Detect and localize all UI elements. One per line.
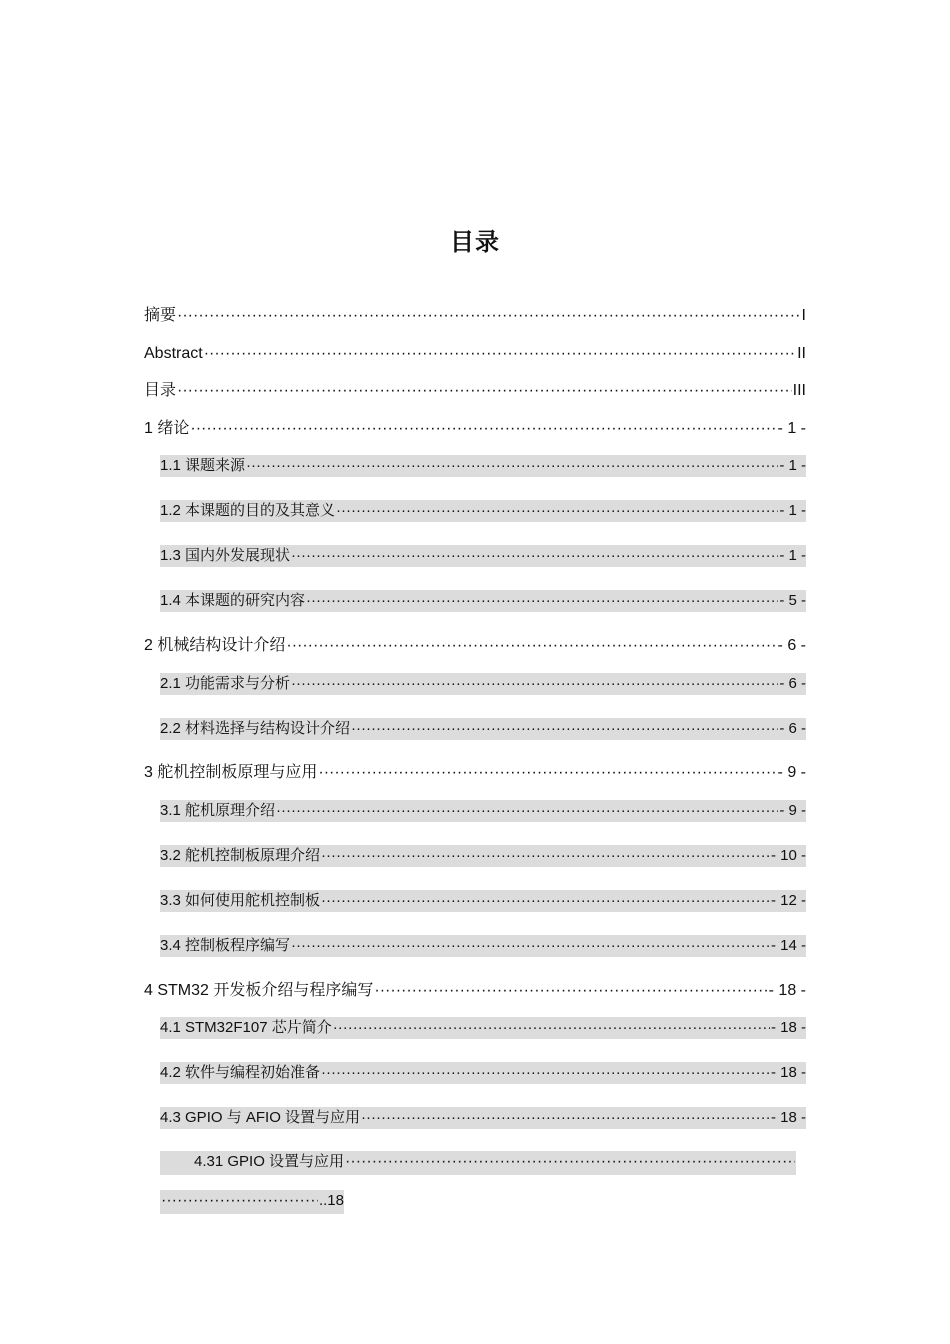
toc-entry-3-4[interactable] bbox=[160, 935, 806, 957]
dot-leader bbox=[345, 1151, 795, 1173]
dot-leader bbox=[336, 500, 778, 522]
toc-entry-chapter-4[interactable] bbox=[144, 980, 806, 1002]
toc-entry-page: - 1 - bbox=[779, 457, 806, 474]
dot-leader bbox=[177, 305, 801, 327]
toc-entry-3-1[interactable] bbox=[160, 800, 806, 822]
toc-entry-page: - 6 - bbox=[779, 720, 806, 737]
dot-leader bbox=[286, 635, 776, 657]
toc-entry-4-3-1-continuation[interactable] bbox=[160, 1190, 344, 1214]
toc-entry-label: 3.3 如何使用舵机控制板 bbox=[160, 892, 321, 909]
toc-entry-label: 4.3 GPIO 与 AFIO 设置与应用 bbox=[160, 1109, 361, 1126]
toc-entry-4-1[interactable] bbox=[160, 1017, 806, 1039]
dot-leader bbox=[190, 418, 776, 440]
toc-entry-page: - 10 - bbox=[770, 847, 806, 864]
toc-entry-label: 4.1 STM32F107 芯片简介 bbox=[160, 1019, 332, 1036]
toc-entry-page: - 18 - bbox=[770, 1064, 806, 1081]
toc-entry-4-3-1[interactable] bbox=[160, 1151, 796, 1175]
toc-entry-label: 4.31 GPIO 设置与应用 bbox=[194, 1153, 345, 1170]
toc-entry-label: 1.2 本课题的目的及其意义 bbox=[160, 502, 336, 519]
dot-leader bbox=[306, 590, 778, 612]
toc-entry-label: 3.2 舵机控制板原理介绍 bbox=[160, 847, 321, 864]
toc-entry-3-3[interactable] bbox=[160, 890, 806, 912]
toc-entry-page: ..18 bbox=[318, 1192, 344, 1209]
toc-entry-page: III bbox=[792, 382, 806, 399]
toc-entry-4-2[interactable] bbox=[160, 1062, 806, 1084]
dot-leader bbox=[276, 800, 778, 822]
toc-entry-4-3[interactable] bbox=[160, 1107, 806, 1129]
toc-entry-2-2[interactable] bbox=[160, 718, 806, 740]
toc-entry-page: - 1 - bbox=[777, 420, 806, 437]
toc-entry-label: 目录 bbox=[144, 382, 177, 399]
toc-entry-chapter-1[interactable] bbox=[144, 418, 806, 440]
toc-entry-page: - 18 - bbox=[770, 1019, 806, 1036]
toc-entry-1-3[interactable] bbox=[160, 545, 806, 567]
dot-leader bbox=[204, 343, 796, 365]
toc-entry-label: 3.4 控制板程序编写 bbox=[160, 937, 291, 954]
toc-entry-contents[interactable] bbox=[144, 380, 806, 402]
toc-entry-page: - 14 - bbox=[770, 937, 806, 954]
toc-entry-label: 2.2 材料选择与结构设计介绍 bbox=[160, 720, 351, 737]
toc-entry-page: - 6 - bbox=[777, 637, 806, 654]
toc-entry-label: 摘要 bbox=[144, 307, 177, 324]
toc-entry-page: - 6 - bbox=[779, 675, 806, 692]
toc-entry-label: 1.3 国内外发展现状 bbox=[160, 547, 291, 564]
dot-leader bbox=[374, 980, 767, 1002]
dot-leader bbox=[291, 545, 778, 567]
dot-leader bbox=[321, 1062, 770, 1084]
dot-leader bbox=[246, 455, 778, 477]
toc-entry-page: - 9 - bbox=[779, 802, 806, 819]
toc-entry-page: I bbox=[801, 307, 806, 324]
toc-entry-label: Abstract bbox=[144, 345, 203, 362]
toc-entry-label: 4.2 软件与编程初始准备 bbox=[160, 1064, 321, 1081]
toc-entry-chapter-2[interactable] bbox=[144, 635, 806, 657]
dot-leader bbox=[361, 1107, 770, 1129]
toc-entry-page: - 9 - bbox=[777, 764, 806, 781]
toc-entry-page: - 18 - bbox=[770, 1109, 806, 1126]
toc-entry-page: - 1 - bbox=[779, 502, 806, 519]
dot-leader bbox=[321, 890, 770, 912]
dot-leader bbox=[291, 935, 770, 957]
toc-entry-2-1[interactable] bbox=[160, 673, 806, 695]
toc-entry-label: 2 机械结构设计介绍 bbox=[144, 637, 286, 654]
toc-entry-page: - 18 - bbox=[768, 982, 806, 999]
toc-entry-abstract-cn[interactable] bbox=[144, 305, 806, 327]
toc-entry-label: 3 舵机控制板原理与应用 bbox=[144, 764, 318, 781]
toc-entry-1-2[interactable] bbox=[160, 500, 806, 522]
toc-entry-page: - 5 - bbox=[779, 592, 806, 609]
toc-entry-label: 1 绪论 bbox=[144, 420, 190, 437]
toc-entry-abstract-en[interactable] bbox=[144, 343, 806, 365]
toc-entry-page: - 12 - bbox=[770, 892, 806, 909]
toc-entry-label: 1.1 课题来源 bbox=[160, 457, 246, 474]
dot-leader bbox=[318, 762, 776, 784]
dot-leader bbox=[177, 380, 792, 402]
toc-entry-page: II bbox=[797, 345, 806, 362]
toc-entry-1-4[interactable] bbox=[160, 590, 806, 612]
toc-entry-3-2[interactable] bbox=[160, 845, 806, 867]
dot-leader bbox=[291, 673, 778, 695]
toc-entry-page: - 1 - bbox=[779, 547, 806, 564]
dot-leader bbox=[321, 845, 770, 867]
dot-leader bbox=[351, 718, 778, 740]
dot-leader bbox=[161, 1190, 318, 1212]
toc-entry-label: 3.1 舵机原理介绍 bbox=[160, 802, 276, 819]
toc-entry-1-1[interactable] bbox=[160, 455, 806, 477]
toc-entry-chapter-3[interactable] bbox=[144, 762, 806, 784]
toc-entry-label: 2.1 功能需求与分析 bbox=[160, 675, 291, 692]
toc-entry-label: 1.4 本课题的研究内容 bbox=[160, 592, 306, 609]
dot-leader bbox=[333, 1017, 770, 1039]
toc-entry-label: 4 STM32 开发板介绍与程序编写 bbox=[144, 982, 374, 999]
toc-title: 目录 bbox=[450, 228, 500, 256]
